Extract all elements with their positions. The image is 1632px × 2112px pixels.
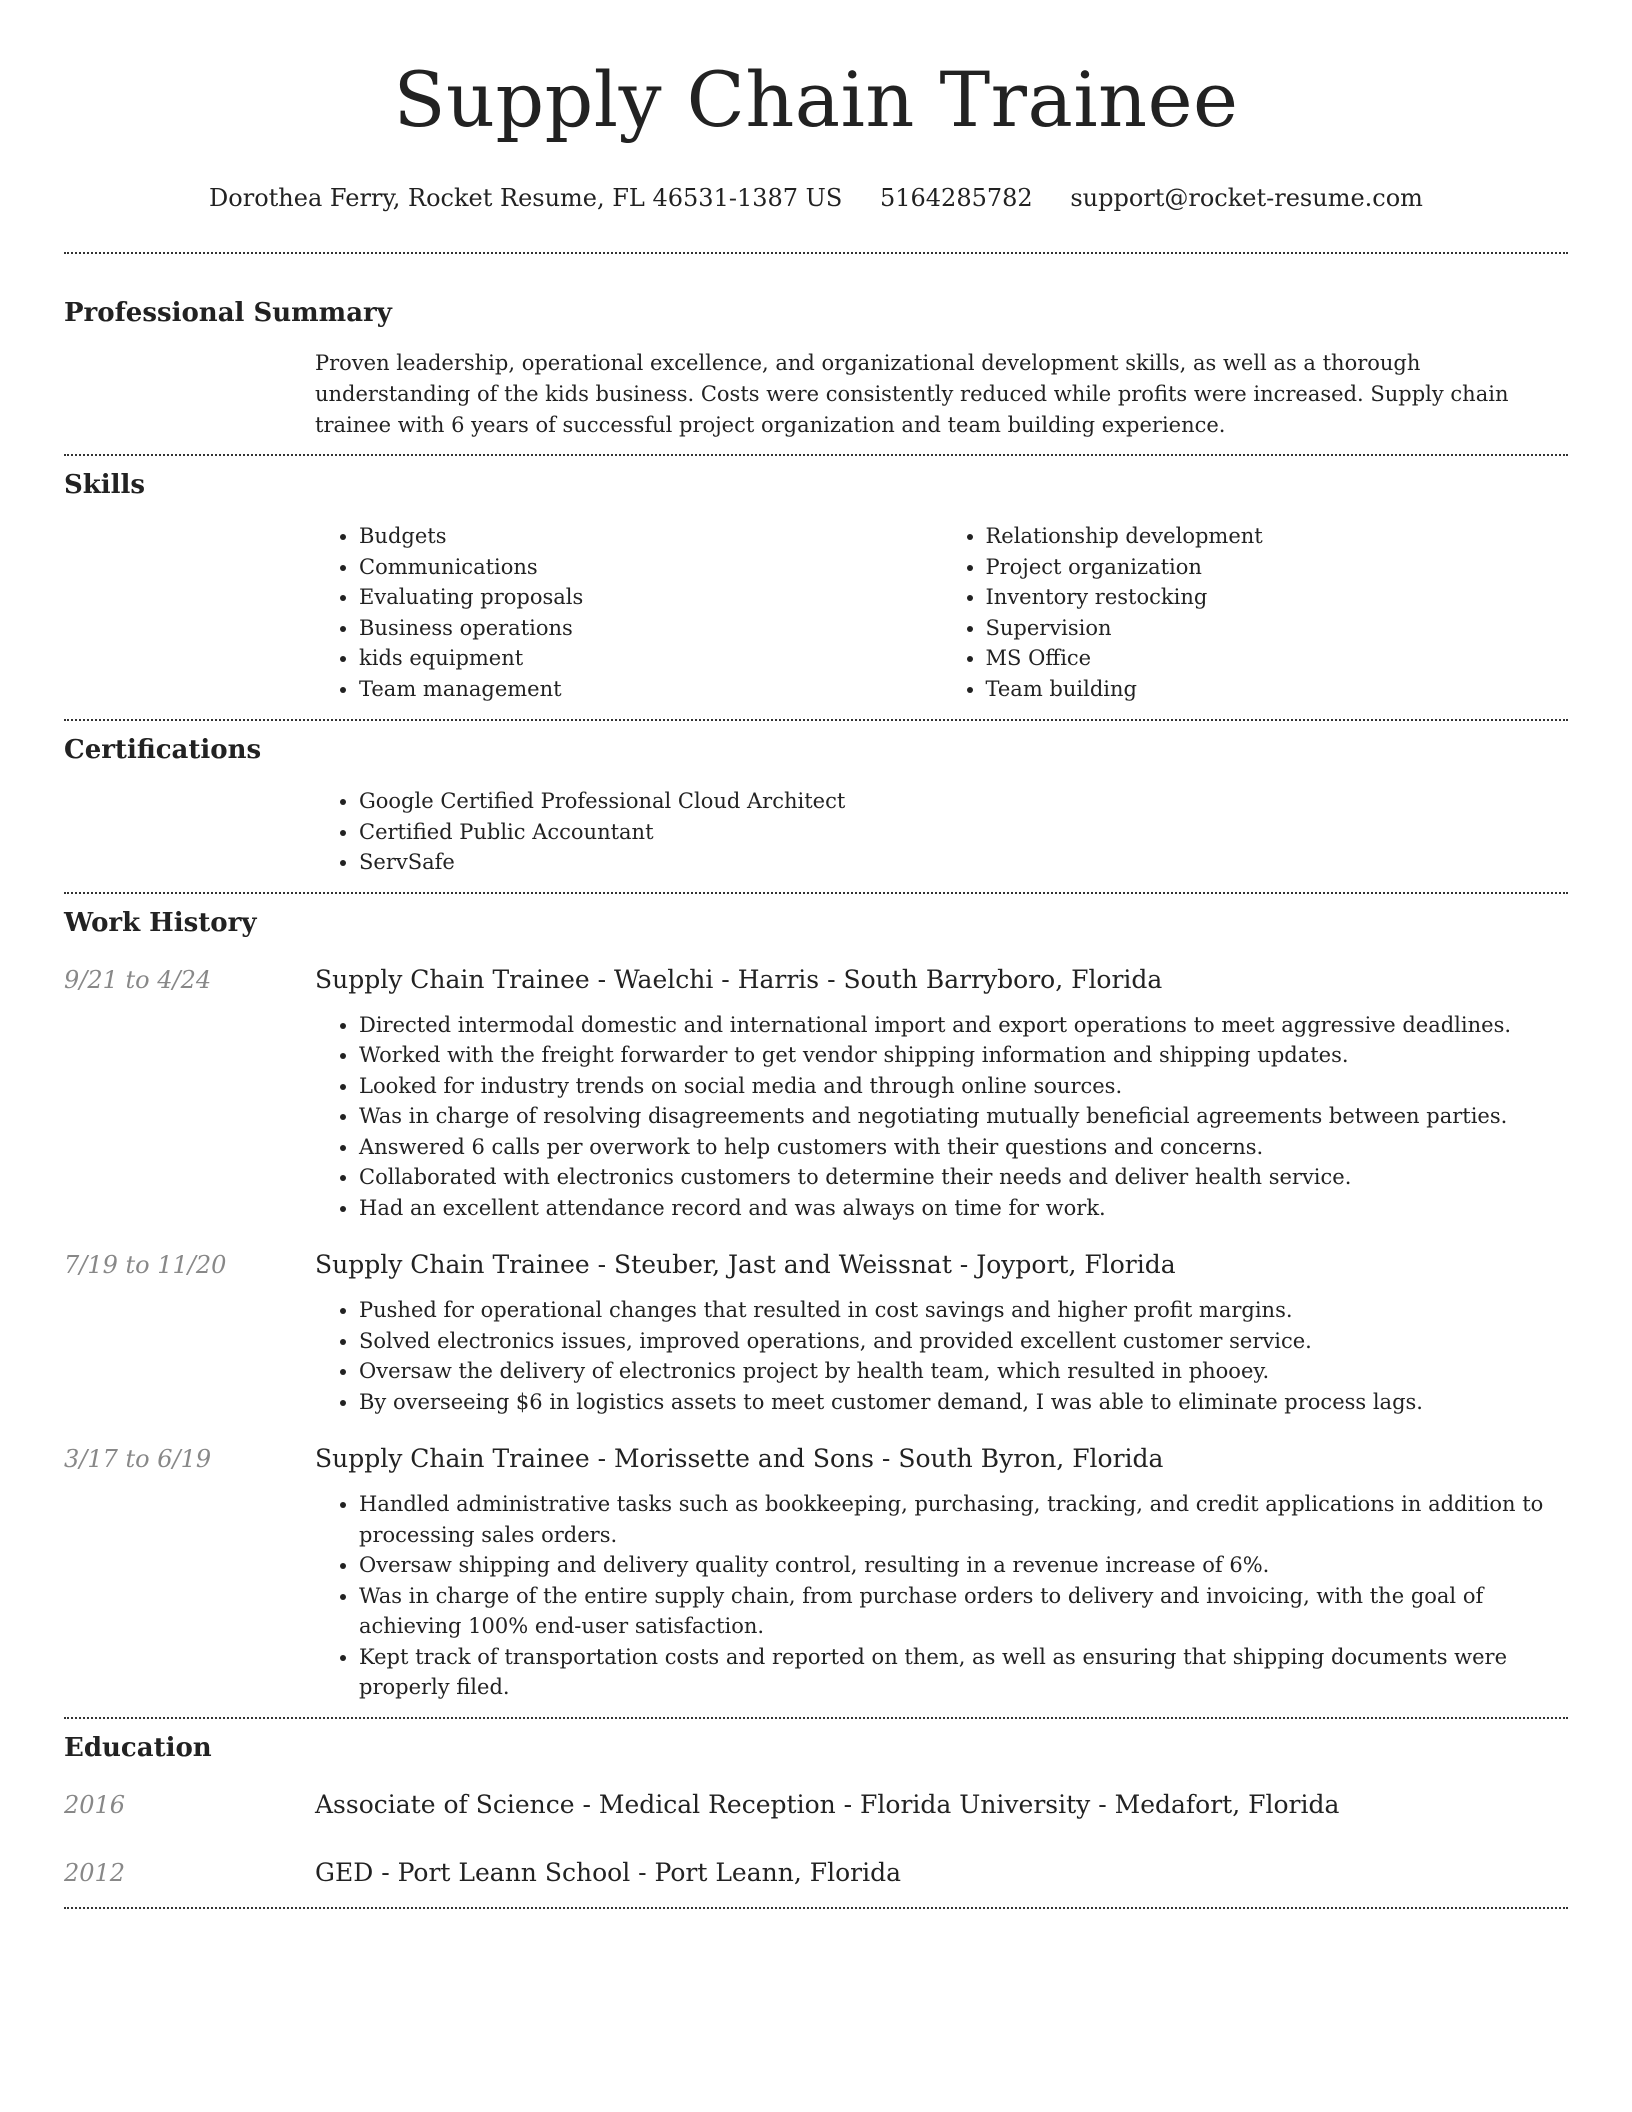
certifications-list <box>315 786 1568 878</box>
job-bullet: • By overseeing $6 in logistics assets to meet customer demand, I was able to eliminate process lags. <box>359 1387 1568 1418</box>
section-title-certifications: Certifications <box>64 735 262 765</box>
skill-item: • Communications <box>359 552 942 583</box>
skill-item: • kids equipment <box>359 643 942 674</box>
divider <box>64 892 1568 894</box>
job-bullet: • Collaborated with electronics customers to determine their needs and deliver health service. <box>359 1162 1568 1193</box>
skill-item: • Relationship development <box>986 521 1569 552</box>
job-bullet: • Was in charge of resolving disagreements and negotiating mutually beneficial agreements between parties. <box>359 1101 1568 1132</box>
skill-item: • Business operations <box>359 613 942 644</box>
skill-item: • Budgets <box>359 521 942 552</box>
divider <box>64 454 1568 456</box>
divider <box>64 1717 1568 1719</box>
resume-name: Supply Chain Trainee <box>393 55 1239 144</box>
skill-item: • Supervision <box>986 613 1569 644</box>
job-bullet: • Pushed for operational changes that resulted in cost savings and higher profit margins. <box>359 1295 1568 1326</box>
skill-item: • MS Office <box>986 643 1569 674</box>
job-bullet: • Solved electronics issues, improved operations, and provided excellent customer service. <box>359 1326 1568 1357</box>
job-bullet: • Had an excellent attendance record and was always on time for work. <box>359 1193 1568 1224</box>
contact-address: Dorothea Ferry, Rocket Resume, FL 46531-1387 US <box>209 184 843 212</box>
job-bullet: • Kept track of transportation costs and reported on them, as well as ensuring that shipping documents were properly filed. <box>359 1642 1568 1703</box>
job-dates: 7/19 to 11/20 <box>64 1251 227 1279</box>
job-heading: Supply Chain Trainee - Steuber, Jast and Weissnat - Joyport, Florida <box>315 1250 1176 1279</box>
job-bullets <box>315 1489 1568 1703</box>
job-bullet: • Oversaw the delivery of electronics project by health team, which resulted in phooey. <box>359 1356 1568 1387</box>
job-bullet: • Oversaw shipping and delivery quality control, resulting in a revenue increase of 6%. <box>359 1550 1568 1581</box>
job-bullet: • Looked for industry trends on social media and through online sources. <box>359 1071 1568 1102</box>
section-title-work-history: Work History <box>64 907 257 938</box>
education-entry <box>64 1789 1568 1821</box>
summary-text: Proven leadership, operational excellence, and organizational development skills, as well as a thorough understanding of the kids business. Costs were consistently reduced while profits were increased. Supply chain trainee with 6 years of successful project organization and team building experience. <box>315 351 1509 437</box>
contact-phone: 5164285782 <box>879 184 1033 212</box>
certification-item: • ServSafe <box>359 847 1568 878</box>
divider <box>64 719 1568 721</box>
resume-page <box>64 0 1568 1909</box>
skill-item: • Team management <box>359 674 942 705</box>
job-heading: Supply Chain Trainee - Waelchi - Harris - South Barryboro, Florida <box>315 964 1163 994</box>
job-bullet: • Worked with the freight forwarder to get vendor shipping information and shipping updates. <box>359 1040 1568 1071</box>
education-heading: GED - Port Leann School - Port Leann, Florida <box>315 1857 901 1887</box>
job-bullets <box>315 1010 1568 1224</box>
divider <box>64 252 1568 254</box>
job-bullet: • Directed intermodal domestic and international import and export operations to meet aggressive deadlines. <box>359 1010 1568 1041</box>
section-title-summary: Professional Summary <box>64 298 392 328</box>
education-year: 2016 <box>64 1790 126 1819</box>
job-heading: Supply Chain Trainee - Morissette and Sons - South Byron, Florida <box>315 1444 1164 1473</box>
skill-item: • Evaluating proposals <box>359 582 942 613</box>
certification-item: • Google Certified Professional Cloud Architect <box>359 786 1568 817</box>
contact-line <box>64 182 1568 214</box>
skill-item: • Team building <box>986 674 1569 705</box>
job-bullet: • Handled administrative tasks such as bookkeeping, purchasing, tracking, and credit applications in addition to processing sales orders. <box>359 1489 1568 1550</box>
education-entry <box>64 1857 1568 1889</box>
job-dates: 9/21 to 4/24 <box>64 965 212 994</box>
education-year: 2012 <box>64 1858 126 1887</box>
skill-item: • Inventory restocking <box>986 582 1569 613</box>
skills-column-left <box>315 521 942 704</box>
section-title-education: Education <box>64 1732 212 1763</box>
contact-email: support@rocket-resume.com <box>1070 184 1423 212</box>
skills-column-right <box>942 521 1569 704</box>
job-entry <box>64 1443 1568 1703</box>
education-heading: Associate of Science - Medical Reception - Florida University - Medafort, Florida <box>315 1789 1340 1819</box>
job-bullet: • Was in charge of the entire supply chain, from purchase orders to delivery and invoicing, with the goal of achieving 100% end-user satisfaction. <box>359 1581 1568 1642</box>
divider <box>64 1907 1568 1909</box>
job-entry <box>64 964 1568 1224</box>
job-entry <box>64 1249 1568 1417</box>
job-bullets <box>315 1295 1568 1417</box>
job-dates: 3/17 to 6/19 <box>64 1445 212 1473</box>
skill-item: • Project organization <box>986 552 1569 583</box>
section-title-skills: Skills <box>64 470 146 500</box>
skills-list <box>315 521 1568 704</box>
job-bullet: • Answered 6 calls per overwork to help customers with their questions and concerns. <box>359 1132 1568 1163</box>
certification-item: • Certified Public Accountant <box>359 817 1568 848</box>
